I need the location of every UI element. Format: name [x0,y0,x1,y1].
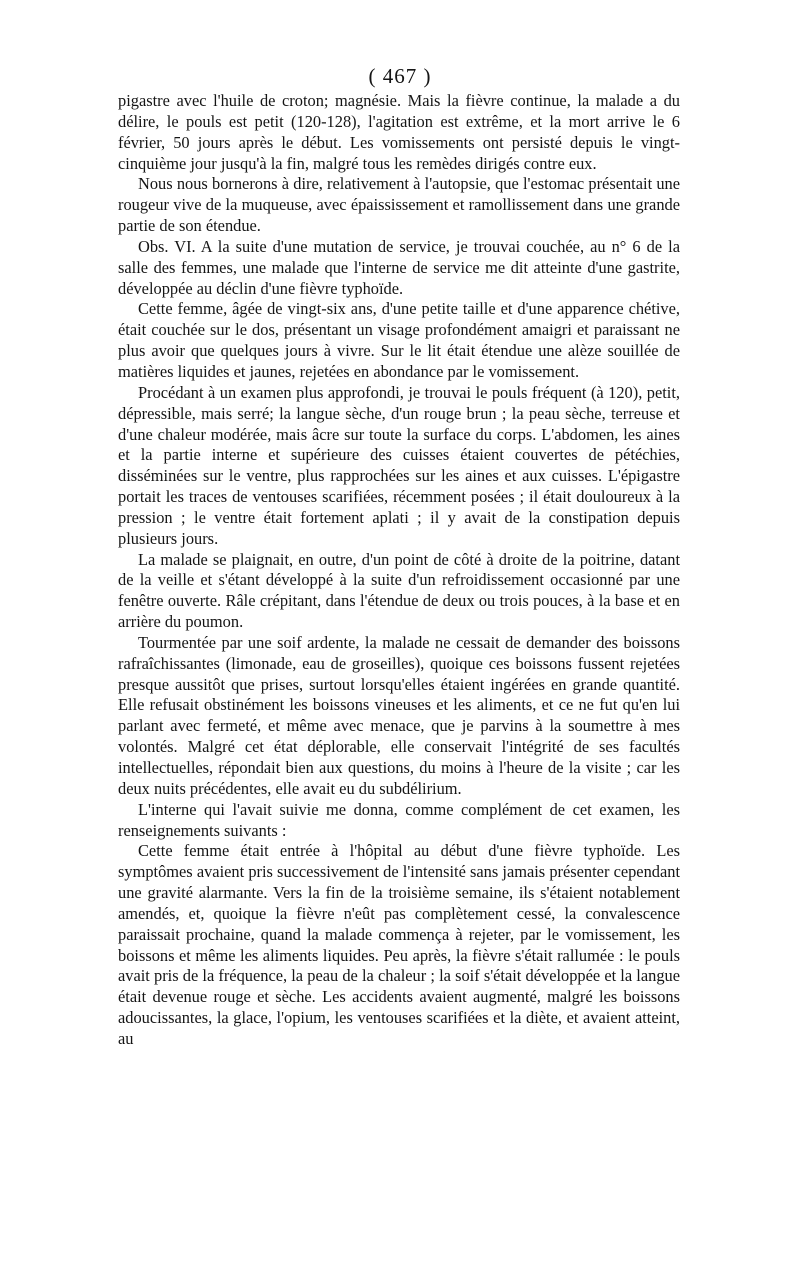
paragraph-patient-description: Cette femme, âgée de vingt-six ans, d'une petite taille et d'une apparence chétive, était couchée sur le dos, présentant un visage profondément amaigri et paraissant ne plus avoir que quelques jours à vivre. Sur le lit était étendue une alèze souillée de matières liquides et jaunes, rejetées en abondance par le vomissement. [118,299,680,381]
paragraph-observation-vi: Obs. VI. A la suite d'une mutation de service, je trouvai couchée, au n° 6 de la salle des femmes, une malade que l'interne de service me dit atteinte d'une gastrite, développée au déclin d'une fièvre typhoïde. [118,236,680,298]
body-text [118,91,680,1050]
paragraph-continuation: pigastre avec l'huile de croton; magnésie. Mais la fièvre continue, la malade a du délire, le pouls est petit (120-128), l'agitation est extrême, et la mort arrive le 6 février, 50 jours après le début. Les vomissements ont persisté depuis le vingt-cinquième jour jusqu'à la fin, malgré tous les remèdes dirigés contre eux. [118,91,680,173]
paragraph-thirst: Tourmentée par une soif ardente, la malade ne cessait de demander des boissons rafraîchissantes (limonade, eau de groseilles), quoique ces boissons fussent rejetées presque aussitôt que prises, surtout lorsqu'elles étaient ingérées en grande quantité. Elle refusait obstinément les boissons vineuses et les aliments, et ce ne fut qu'en lui parlant avec fermeté, et même avec menace, que je parvins à la soumettre à mes volontés. Malgré cet état déplorable, elle conservait l'intégrité de ses facultés intellectuelles, répondait bien aux questions, du moins à l'heure de la visite ; car les deux nuits précédentes, elle avait eu du subdélirium. [118,632,680,798]
paragraph-examination: Procédant à un examen plus approfondi, je trouvai le pouls fréquent (à 120), petit, dépressible, mais serré; la langue sèche, d'un rouge brun ; la peau sèche, terreuse et d'une chaleur modérée, mais âcre sur toute la surface du corps. L'abdomen, les aines et la partie interne et supérieure des cuisses étaient couvertes de pétéchies, disséminées sur le ventre, plus rapprochées sur les aines et aux cuisses. L'épigastre portait les traces de ventouses scarifiées, récemment posées ; il était douloureux à la pression ; le ventre était fortement aplati ; il y avait de la constipation depuis plusieurs jours. [118,382,680,548]
paragraph-intern-report: L'interne qui l'avait suivie me donna, comme complément de cet examen, les renseignements suivants : [118,799,680,840]
page-number: ( 467 ) [368,64,432,88]
paragraph-chest-pain: La malade se plaignait, en outre, d'un point de côté à droite de la poitrine, datant de la veille et s'étant développé à la suite d'un refroidissement occasionné par une fenêtre ouverte. Râle crépitant, dans l'étendue de deux ou trois pouces, à la base et en arrière du poumon. [118,549,680,632]
paragraph-autopsy: Nous nous bornerons à dire, relativement à l'autopsie, que l'estomac présentait une rougeur vive de la muqueuse, avec épaississement et ramollissement dans une grande partie de son étendue. [118,174,680,236]
paragraph-history: Cette femme était entrée à l'hôpital au début d'une fièvre typhoïde. Les symptômes avaient pris successivement de l'intensité sans jamais présenter cependant une gravité alarmante. Vers la fin de la troisième semaine, ils s'étaient notablement amendés, et, quoique la fièvre n'eût pas complètement cessé, la convalescence paraissait prochaine, quand la malade commença à rejeter, par le vomissement, les boissons et même les aliments liquides. Peu après, la fièvre s'était rallumée : le pouls avait pris de la fréquence, la peau de la chaleur ; la soif s'était développée et la langue était devenue rouge et sèche. Les accidents avaient augmenté, malgré les boissons adoucissantes, la glace, l'opium, les ventouses scarifiées et la diète, et avaient atteint, au [118,841,680,1048]
